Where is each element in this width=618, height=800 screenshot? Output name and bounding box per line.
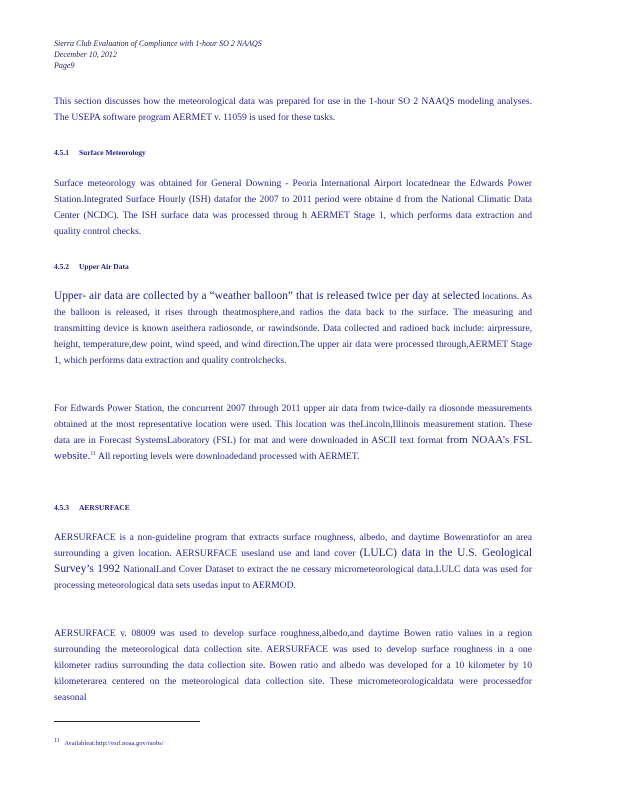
aersurface-version-paragraph: AERSURFACE v. 08009 was used to develop surface roughness,albedo,and daytime Bowen ratio values in a region surrounding the meteorological data collection site. AERSURFACE was used to develop surface roughness in a one kilometer radius surrounding the data collection site. Bowen ratio and albedo was developed for a 10 kilometer by 10 kilometerarea centered on the meteorological data collection site. These micrometeorologicaldata were processedfor seasonal bbox=[54, 628, 532, 703]
surface-paragraph: Surface meteorology was obtained for General Downing - Peoria International Airport locatednear the Edwards Power Station.Integrated Surface Hourly (ISH) datafor the 2007 to 2011 period were obtaine d from the National Climatic Data Center (NCDC). The ISH surface data was processed throug h AERMET Stage 1, which performs data extraction and quality control checks. bbox=[54, 178, 532, 237]
intro-paragraph: This section discusses how the meteorological data was prepared for use in the 1-hour SO 2 NAAQS modeling analyses. The USEPA software program AERMET v. 11059 is used for these tasks. bbox=[54, 96, 532, 123]
edwards-text-c: All reporting levels were downloadedand processed with AERMET. bbox=[98, 450, 360, 462]
page-header bbox=[54, 38, 262, 71]
edwards-upper-air-paragraph bbox=[54, 401, 532, 465]
aersurface-text-a: AERSURFACE is a non-guideline program that extracts surface roughness, albedo, and daytime Bowenratiofor an area surrounding a given location. AERSURFACE usesland use and land cover bbox=[54, 532, 532, 559]
upper-air-lead-sentence: Upper- air data are collected by a “weather balloon” that is released twice per day at selected bbox=[54, 290, 480, 302]
section-title: Upper Air Data bbox=[79, 262, 129, 271]
footnote-number: 11 bbox=[54, 737, 60, 744]
footnote-text: Availableat:http://esrl.noaa.gov/raobs/ bbox=[64, 740, 164, 747]
aersurface-text-c: NationalLand Cover Dataset to extract the ne cessary micrometeorological data.LULC data was used for processing meteorological data sets usedas input to AERMOD. bbox=[54, 563, 532, 591]
footnote-divider bbox=[54, 721, 200, 722]
section-title: Surface Meteorology bbox=[79, 148, 146, 157]
upper-air-paragraph bbox=[54, 289, 532, 369]
section-heading-surface-meteorology bbox=[54, 148, 146, 157]
header-date: December 10, 2012 bbox=[54, 50, 117, 59]
header-title: Sierra Club Evaluation of Compliance with 1-hour SO 2 NAAQS bbox=[54, 39, 262, 48]
footnote-ref: 11 bbox=[90, 450, 97, 457]
section-heading-aersurface bbox=[54, 503, 130, 512]
footnote bbox=[54, 737, 164, 747]
edwards-text-fsl: from NOAA’s FSL website. bbox=[54, 433, 532, 462]
edwards-text-a: For Edwards Power Station, the concurrent 2007 through 2011 upper air data from twice-daily ra diosonde measurements obtained at the most representative location were used. This location was theLincoln,Illinois measurement station. These data are in Forecast SystemsLaboratory (FSL) for mat and were downloaded in ASCII text format bbox=[54, 403, 532, 446]
section-number: 4.5.1 bbox=[54, 148, 69, 157]
upper-air-body: locations. As the balloon is released, it rises through theatmosphere,and radios the data back to the surface. The measuring and transmitting device is known aseithera radiosonde, or rawindsonde. Data collected and radioed back include: airpressure, height, temperature,dew point, wind speed, and wind direction.The upper air data were processed through,AERMET Stage 1, which performs data extraction and quality controlchecks. bbox=[54, 291, 532, 366]
aersurface-paragraph bbox=[54, 530, 532, 594]
section-number: 4.5.2 bbox=[54, 262, 69, 271]
section-title: AERSURFACE bbox=[79, 503, 130, 512]
section-heading-upper-air bbox=[54, 262, 129, 271]
section-number: 4.5.3 bbox=[54, 503, 69, 512]
header-page-number: Page9 bbox=[54, 61, 75, 70]
aersurface-text-lulc: (LULC) data in the U.S. Geological Survey’s 1992 bbox=[54, 546, 532, 575]
